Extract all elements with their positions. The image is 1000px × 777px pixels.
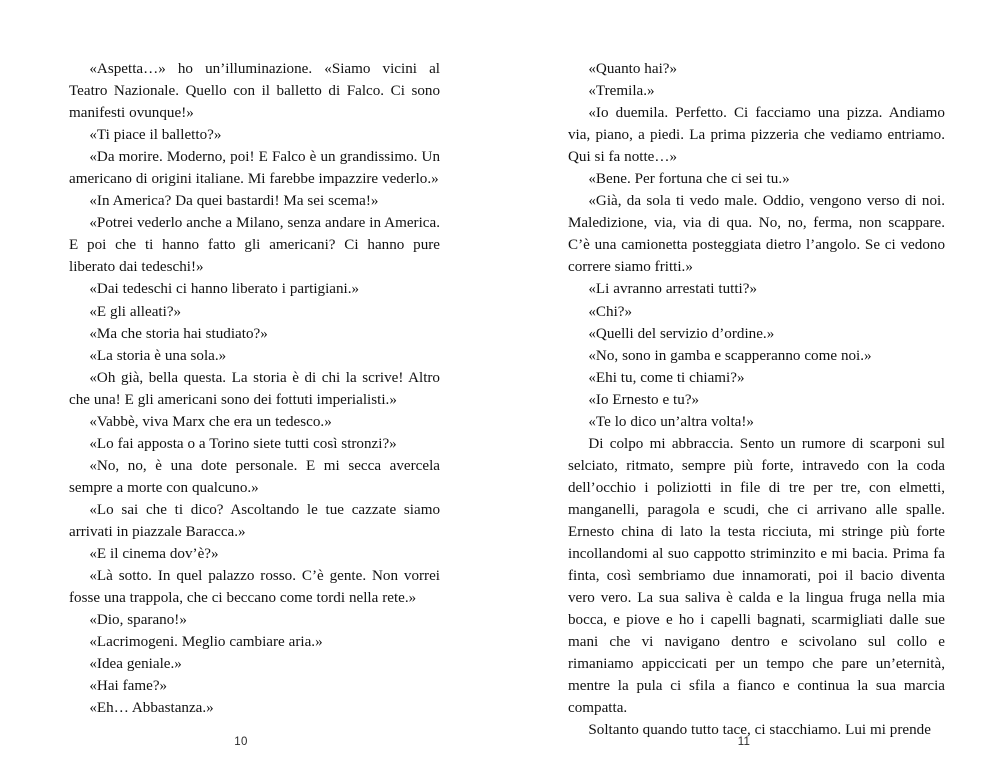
paragraph: «Lo sai che ti dico? Ascoltando le tue cazzate siamo arrivati in piazzale Baracca.» <box>69 501 440 540</box>
paragraph: «Vabbè, viva Marx che era un tedesco.» <box>89 413 332 430</box>
paragraph: «Bene. Per fortuna che ci sei tu.» <box>588 171 790 188</box>
paragraph: «E il cinema dov’è?» <box>89 546 219 563</box>
paragraph: «Tremila.» <box>588 83 655 100</box>
paragraph: «No, no, è una dote personale. E mi secca avercela sempre a morte con qualcuno.» <box>69 457 440 496</box>
paragraph: «Quanto hai?» <box>588 61 678 77</box>
paragraph: Di colpo mi abbraccia. Sento un rumore di scarponi sul selciato, ritmato, sempre più forte, intravedo con la coda dell’occhio i poliziotti in file di tre per tre, con elmetti, manganelli, paragola e scudi, che ci arrivano alle spalle. Ernesto china di lato la testa ricciuta, mi stringe più forte incollandomi al suo cappotto striminzito e mi bacia. Prima fa finta, così sembriamo due innamorati, poi il bacio diventa vero vero. La sua saliva è calda e la lingua fruga nella mia bocca, e piove e ho i capelli bagnati, scarmigliati dalle sue mani che vi navigano dentro e scivolano sul collo e rimaniamo appiccicati per un tempo che pare un’eternità, mentre la pula ci sfila a fianco e continua la sua marcia compatta. <box>568 435 945 717</box>
right-page-text-block <box>568 58 945 741</box>
page-number-right: 11 <box>737 736 751 748</box>
paragraph: «Ehi tu, come ti chiami?» <box>588 369 745 386</box>
page-number-left: 10 <box>234 736 248 748</box>
paragraph: «Da morire. Moderno, poi! E Falco è un grandissimo. Un americano di origini italiane. Mi farebbe impazzire vederlo.» <box>69 149 440 188</box>
paragraph: «Ti piace il balletto?» <box>89 127 222 144</box>
paragraph: «Lacrimogeni. Meglio cambiare aria.» <box>89 634 323 651</box>
paragraph: «Là sotto. In quel palazzo rosso. C’è gente. Non vorrei fosse una trappola, che ci beccano come tordi nella rete.» <box>69 568 440 607</box>
paragraph: «Io Ernesto e tu?» <box>588 391 700 408</box>
paragraph: «Te lo dico un’altra volta!» <box>588 413 754 430</box>
left-page-text-block <box>69 58 440 719</box>
page-right <box>500 0 1000 777</box>
paragraph: «Potrei vederlo anche a Milano, senza andare in America. E poi che ti hanno fatto gli americani? Ci hanno pure liberato dai tedeschi!» <box>69 215 440 276</box>
paragraph: «In America? Da quei bastardi! Ma sei scema!» <box>89 193 379 210</box>
paragraph: «Aspetta…» ho un’illuminazione. «Siamo vicini al Teatro Nazionale. Quello con il balletto di Falco. Ci sono manifesti ovunque!» <box>69 61 440 122</box>
paragraph: «E gli alleati?» <box>89 303 182 320</box>
paragraph: «Io duemila. Perfetto. Ci facciamo una pizza. Andiamo via, piano, a piedi. La prima pizzeria che vediamo entriamo. Qui si fa notte…» <box>568 105 945 166</box>
paragraph: «No, sono in gamba e scapperanno come noi.» <box>588 347 872 364</box>
paragraph: «Quelli del servizio d’ordine.» <box>588 325 775 342</box>
paragraph: «Idea geniale.» <box>89 656 182 673</box>
paragraph: «Già, da sola ti vedo male. Oddio, vengono verso di noi. Maledizione, via, via di qua. No, no, ferma, non scappare. C’è una camionetta posteggiata dietro l’angolo. Se ci vedono correre siamo fritti.» <box>568 193 945 276</box>
paragraph: «Oh già, bella questa. La storia è di chi la scrive! Altro che una! E gli americani sono dei fottuti imperialisti.» <box>69 369 440 408</box>
paragraph: «La storia è una sola.» <box>89 347 227 364</box>
paragraph: Soltanto quando tutto tace, ci stacchiamo. Lui mi prende <box>588 722 931 739</box>
paragraph: «Hai fame?» <box>89 678 168 695</box>
paragraph: «Dai tedeschi ci hanno liberato i partigiani.» <box>89 281 360 298</box>
paragraph: «Lo fai apposta o a Torino siete tutti così stronzi?» <box>89 435 397 452</box>
paragraph: «Li avranno arrestati tutti?» <box>588 281 758 298</box>
paragraph: «Ma che storia hai studiato?» <box>89 325 268 342</box>
paragraph: «Dio, sparano!» <box>89 612 187 629</box>
paragraph: «Eh… Abbastanza.» <box>89 700 214 717</box>
paragraph: «Chi?» <box>588 303 633 320</box>
